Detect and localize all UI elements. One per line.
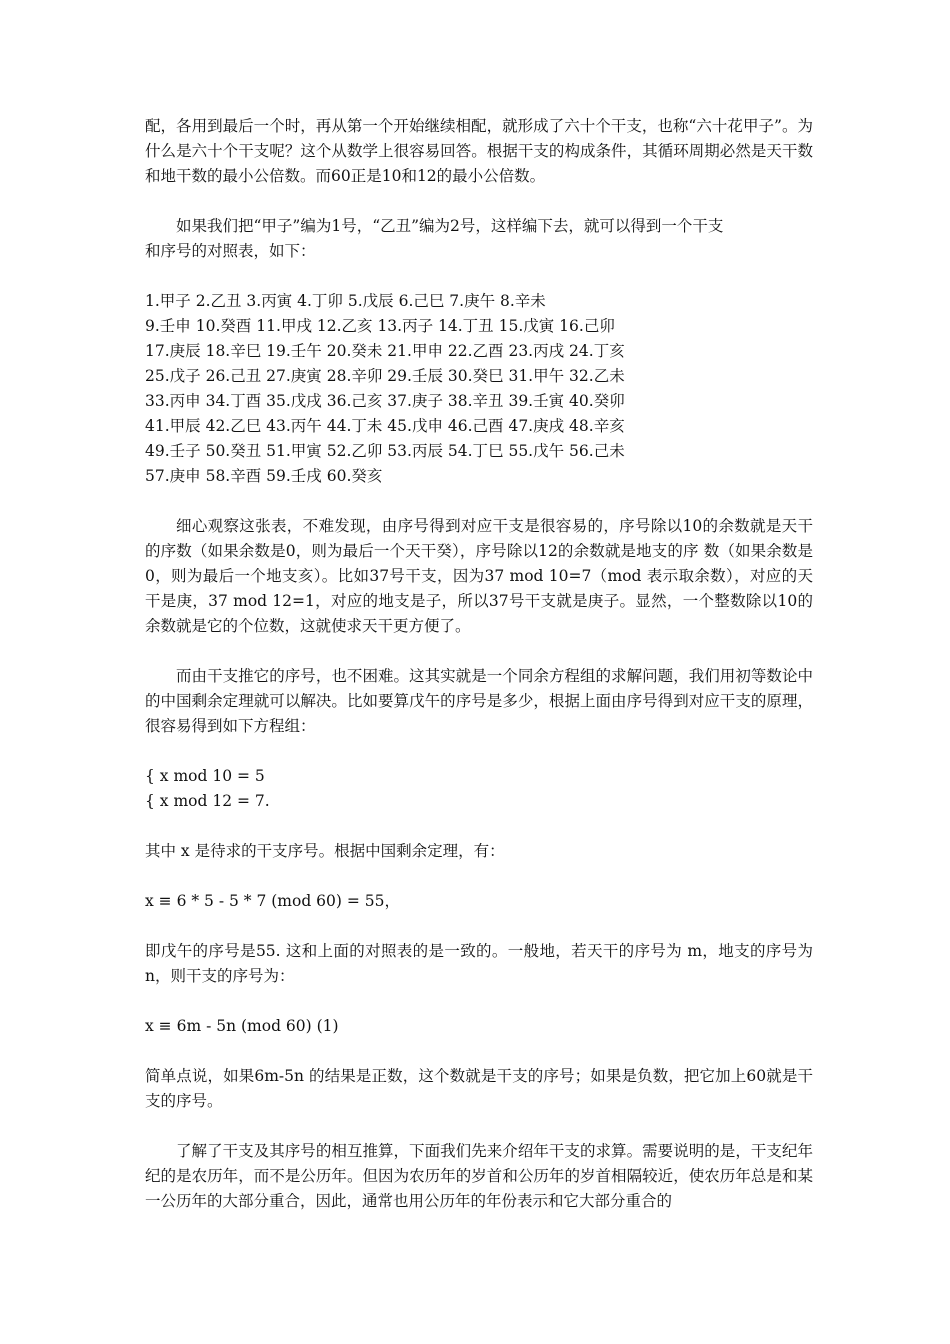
formula-example: x ≡ 6 * 5 - 5 * 7 (mod 60) = 55， <box>145 892 401 910</box>
paragraph-crt-intro: 其中 x 是待求的干支序号。根据中国剩余定理，有： <box>145 842 505 860</box>
ganzhi-table-row-8: 57.庚申 58.辛酉 59.壬戌 60.癸亥 <box>145 467 383 485</box>
paragraph-general-case: 即戊午的序号是55. 这和上面的对照表的是一致的。一般地，若天干的序号为 m，地支的序号为 n，则干支的序号为： <box>145 942 813 985</box>
ganzhi-table-row-5: 33.丙申 34.丁酉 35.戊戌 36.己亥 37.庚子 38.辛丑 39.壬寅 40.癸卯 <box>145 392 625 410</box>
ganzhi-table-row-1: 1.甲子 2.乙丑 3.丙寅 4.丁卯 5.戊辰 6.己巳 7.庚午 8.辛未 <box>145 292 546 310</box>
formula-general: x ≡ 6m - 5n (mod 60) (1) <box>145 1017 339 1035</box>
equation-line-1: { x mod 10 = 5 <box>145 767 265 785</box>
numbering-intro-line-1: 如果我们把“甲子”编为1号，“乙丑”编为2号，这样编下去，就可以得到一个干支 <box>176 217 724 235</box>
ganzhi-table-row-2: 9.壬申 10.癸酉 11.甲戌 12.乙亥 13.丙子 14.丁丑 15.戊寅 16.己卯 <box>145 317 615 335</box>
paragraph-reverse-derivation: 而由干支推它的序号，也不困难。这其实就是一个同余方程组的求解问题，我们用初等数论中的中国剩余定理就可以解决。比如要算戊午的序号是多少，根据上面由序号得到对应干支的原理，很容易得到如下方程组： <box>145 667 813 735</box>
numbering-intro-line-2: 和序号的对照表，如下： <box>145 242 316 260</box>
paragraph-year-ganzhi: 了解了干支及其序号的相互推算，下面我们先来介绍年干支的求算。需要说明的是，干支纪年纪的是农历年，而不是公历年。但因为农历年的岁首和公历年的岁首相隔较近，使农历年总是和某一公历年的大部分重合，因此，通常也用公历年的年份表示和它大部分重合的 <box>145 1142 813 1210</box>
paragraph-sixty-cycle: 配，各用到最后一个时，再从第一个开始继续相配，就形成了六十个干支，也称“六十花甲子”。为什么是六十个干支呢？这个从数学上很容易回答。根据干支的构成条件，其循环周期必然是天干数和地干数的最小公倍数。而60正是10和12的最小公倍数。 <box>145 117 813 185</box>
equation-line-2: { x mod 12 = 7. <box>145 792 270 810</box>
equation-system <box>145 764 813 814</box>
ganzhi-table-row-6: 41.甲辰 42.乙巳 43.丙午 44.丁未 45.戊申 46.己酉 47.庚戌 48.辛亥 <box>145 417 625 435</box>
ganzhi-table <box>145 289 813 489</box>
paragraph-numbering-intro <box>145 214 813 264</box>
paragraph-observation: 细心观察这张表，不难发现，由序号得到对应干支是很容易的，序号除以10的余数就是天干的序数（如果余数是0，则为最后一个天干癸），序号除以12的余数就是地支的序 数（如果余数是0，则为最后一个地支亥）。比如37号干支，因为37 mod 10=7（mod 表示取余数），对应的天干是庚，37 mod 12=1，对应的地支是子，所以37号干支就是庚子。显然，一个整数除以10的余数就是它的个位数，这就使求天干更方便了。 <box>145 517 813 635</box>
paragraph-simple-rule: 简单点说，如果6m-5n 的结果是正数，这个数就是干支的序号；如果是负数，把它加上60就是干支的序号。 <box>145 1067 813 1110</box>
ganzhi-table-row-4: 25.戊子 26.己丑 27.庚寅 28.辛卯 29.壬辰 30.癸巳 31.甲午 32.乙未 <box>145 367 625 385</box>
document-page <box>145 114 813 1239</box>
ganzhi-table-row-3: 17.庚辰 18.辛巳 19.壬午 20.癸未 21.甲申 22.乙酉 23.丙戌 24.丁亥 <box>145 342 625 360</box>
ganzhi-table-row-7: 49.壬子 50.癸丑 51.甲寅 52.乙卯 53.丙辰 54.丁巳 55.戊午 56.己未 <box>145 442 625 460</box>
